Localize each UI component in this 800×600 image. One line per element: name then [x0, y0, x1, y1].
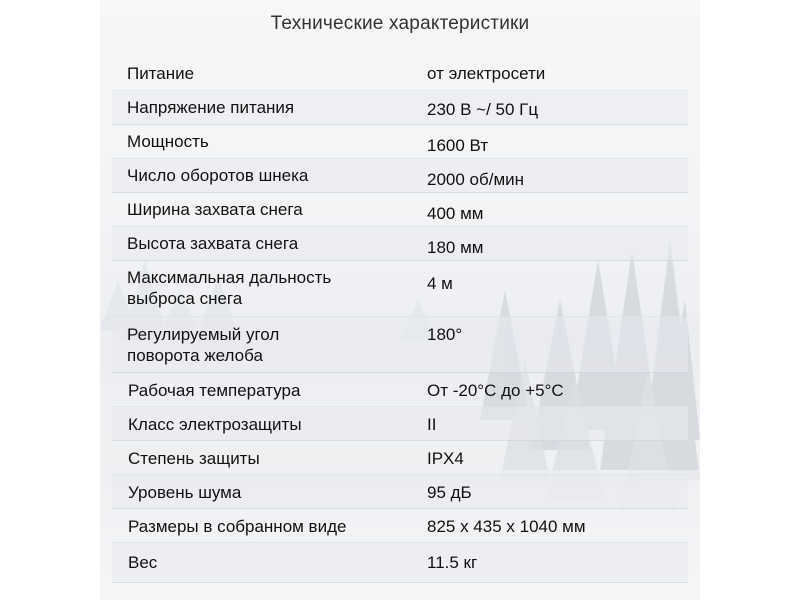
spec-row-assembled-dimensions [112, 508, 688, 543]
spec-label-line2: поворота желоба [127, 346, 263, 365]
spec-label: Класс электрозащиты [128, 415, 302, 434]
spec-row-chute-rotation [112, 316, 688, 373]
spec-value: 180 мм [427, 238, 484, 257]
spec-label-line2: выброса снега [127, 289, 243, 308]
spec-row-power-source [112, 56, 688, 91]
spec-value: 11.5 кг [427, 553, 478, 572]
spec-label: Число оборотов шнека [127, 166, 309, 185]
spec-row-throw-distance [112, 260, 688, 317]
spec-value: 825 x 435 x 1040 мм [427, 517, 586, 536]
page-title: Технические характеристики [270, 13, 530, 34]
spec-row-protection-rating [112, 440, 688, 475]
spec-label: Питание [127, 64, 195, 83]
spec-label: Ширина захвата снега [127, 200, 303, 219]
spec-label: Рабочая температура [128, 381, 301, 400]
spec-value: От -20°С до +5°С [427, 381, 564, 400]
spec-value: 230 В ~/ 50 Гц [427, 100, 539, 119]
spec-row-power [112, 124, 688, 159]
spec-label: Регулируемый угол [127, 325, 280, 344]
spec-label: Мощность [127, 132, 209, 151]
spec-row-auger-speed [112, 158, 688, 193]
spec-value: IPX4 [427, 449, 464, 468]
spec-row-weight [112, 542, 688, 583]
spec-row-clearing-height [112, 226, 688, 261]
spec-label: Напряжение питания [127, 98, 295, 117]
spec-row-operating-temperature [112, 372, 688, 407]
spec-value: от электросети [427, 64, 546, 83]
spec-row-noise-level [112, 474, 688, 509]
spec-value: 180° [427, 325, 463, 344]
spec-value: II [427, 415, 437, 434]
spec-value: 2000 об/мин [427, 170, 525, 189]
spec-label: Размеры в собранном виде [128, 517, 347, 536]
spec-label: Степень защиты [128, 449, 260, 468]
spec-label: Уровень шума [128, 483, 242, 502]
spec-value: 95 дБ [427, 483, 472, 502]
spec-value: 400 мм [427, 204, 484, 223]
spec-label: Максимальная дальность [127, 268, 332, 287]
spec-sheet [100, 0, 700, 600]
spec-row-electrical-class [112, 406, 688, 441]
spec-row-clearing-width [112, 192, 688, 227]
spec-value: 1600 Вт [427, 136, 489, 155]
spec-label: Высота захвата снега [127, 234, 299, 253]
spec-label: Вес [128, 553, 158, 572]
spec-value: 4 м [427, 274, 453, 293]
spec-row-voltage [112, 90, 688, 125]
